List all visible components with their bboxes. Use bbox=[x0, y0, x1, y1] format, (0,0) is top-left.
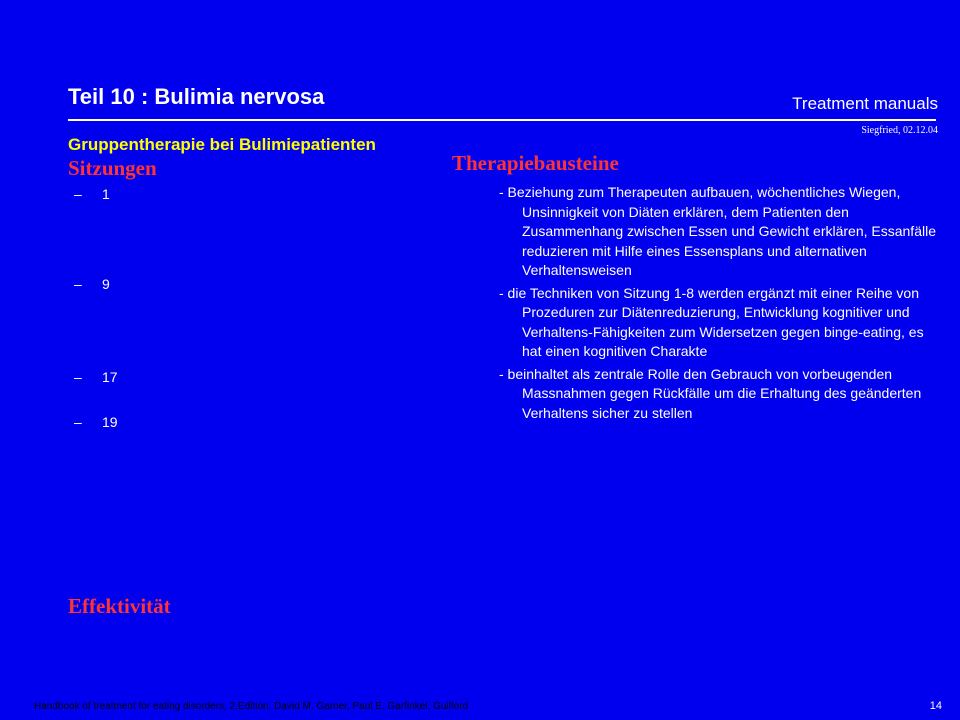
section-label: Treatment manuals bbox=[792, 94, 938, 113]
session-item bbox=[74, 414, 118, 430]
therapy-heading: Therapiebausteine bbox=[452, 151, 619, 175]
session-number: 9 bbox=[102, 276, 110, 292]
therapy-block: - Beziehung zum Therapeuten aufbauen, wöchentliches Wiegen, Unsinnigkeit von Diäten erklären, dem Patienten den Zusammenhang zwischen Essen und Gewicht erklären, Essanfälle reduzieren mit Hilfe eines Essensplans und alternativen Verhaltensweisen bbox=[499, 184, 936, 278]
sessions-heading: Sitzungen bbox=[68, 156, 157, 180]
session-item bbox=[74, 369, 118, 385]
therapy-block: - die Techniken von Sitzung 1-8 werden ergänzt mit einer Reihe von Prozeduren zur Diätenreduzierung, Entwicklung kognitiver und Verhaltens-Fähigkeiten zum Widersetzen gegen binge-eating, es hat einen kognitiven Charakte bbox=[499, 284, 924, 359]
therapy-blocks bbox=[499, 183, 939, 426]
session-item bbox=[74, 276, 110, 292]
session-number: 1 bbox=[102, 186, 110, 202]
session-number: 17 bbox=[102, 369, 118, 385]
header-divider bbox=[68, 119, 936, 121]
dash-bullet: – bbox=[74, 186, 82, 202]
effectiveness-heading: Effektivität bbox=[68, 594, 171, 618]
dash-bullet: – bbox=[74, 369, 82, 385]
slide-title: Teil 10 : Bulimia nervosa bbox=[68, 84, 325, 109]
therapy-block: - beinhaltet als zentrale Rolle den Gebrauch von vorbeugenden Massnahmen gegen Rückfälle um die Erhaltung des geänderten Verhaltens sicher zu stellen bbox=[499, 365, 922, 421]
session-item bbox=[74, 186, 110, 202]
footer-citation: Handbook of treatment for eating disorders, 2.Edition, David M. Garner, Paul E. Garfinkel, Guilford bbox=[34, 701, 469, 712]
author-date: Siegfried, 02.12.04 bbox=[861, 125, 938, 136]
session-number: 19 bbox=[102, 414, 118, 430]
dash-bullet: – bbox=[74, 414, 82, 430]
dash-bullet: – bbox=[74, 276, 82, 292]
slide-subtitle: Gruppentherapie bei Bulimiepatienten bbox=[68, 135, 376, 154]
page-number: 14 bbox=[929, 700, 942, 712]
